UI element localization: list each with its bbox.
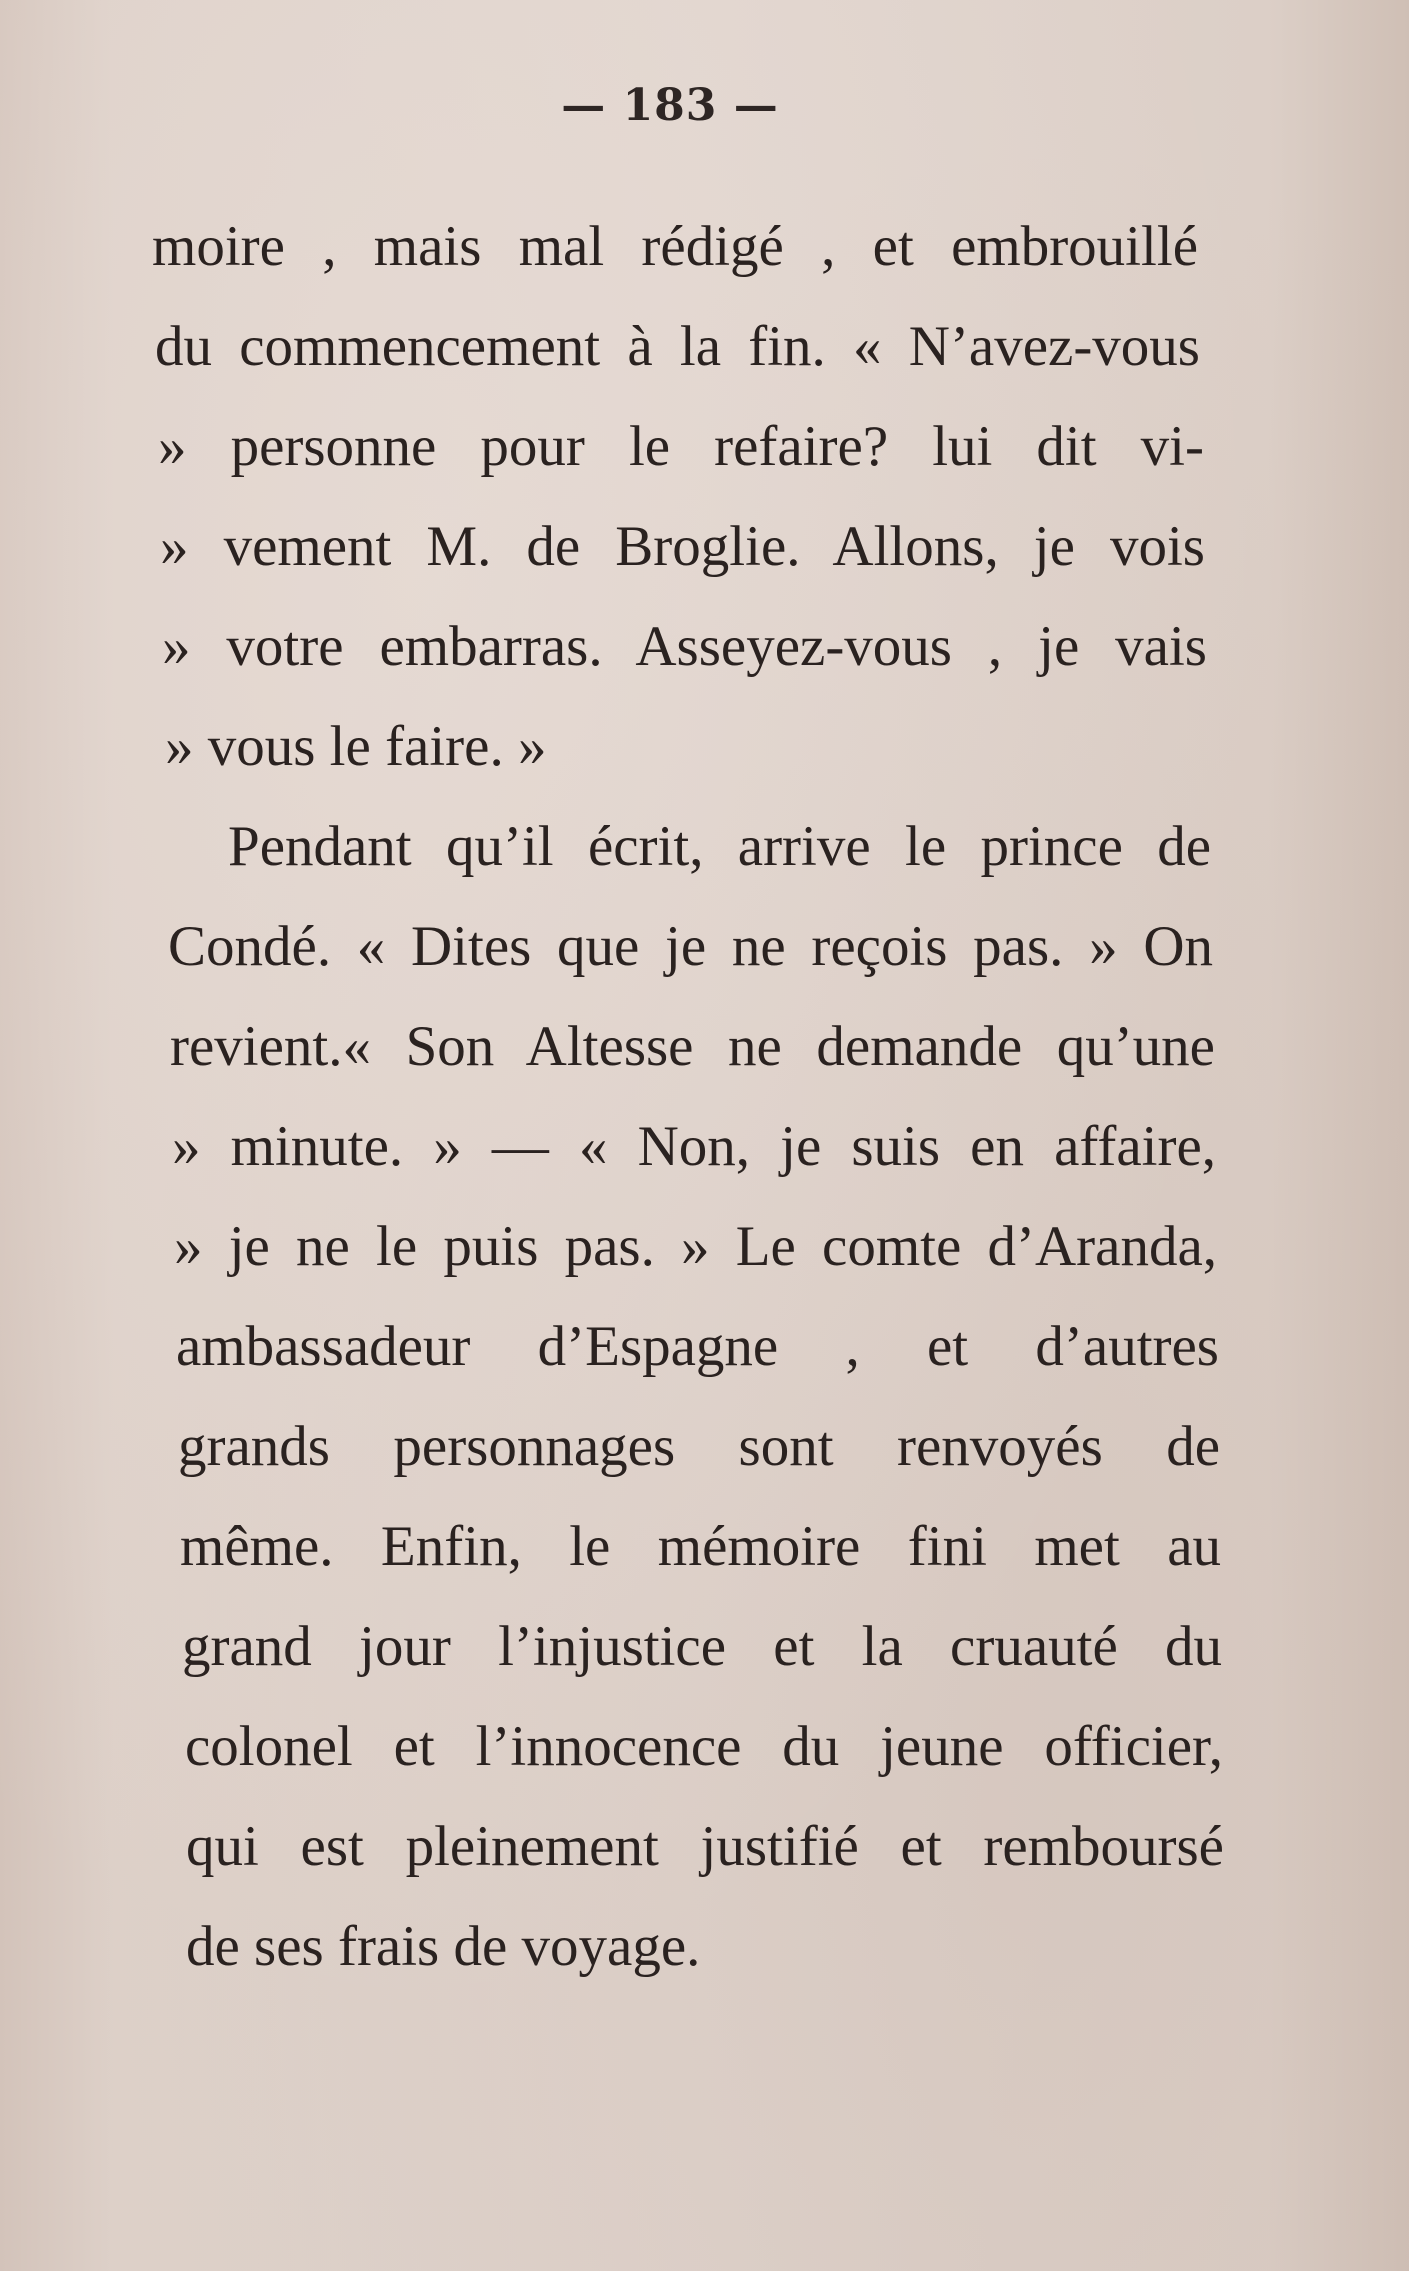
text-line: » vous le faire. »: [165, 715, 547, 778]
text-line: » personne pour le refaire? lui dit vi-: [158, 415, 1204, 478]
text-line: ambassadeur d’Espagne , et d’autres: [176, 1315, 1219, 1378]
text-line: qui est pleinement justifié et remboursé: [186, 1815, 1224, 1878]
text-line: grand jour l’injustice et la cruauté du: [182, 1615, 1222, 1678]
text-line: » votre embarras. Asseyez-vous , je vais: [162, 615, 1207, 678]
text-line: Condé. « Dites que je ne reçois pas. » On: [168, 915, 1213, 978]
text-line: moire , mais mal rédigé , et embrouillé: [152, 215, 1198, 278]
text-line: » minute. » — « Non, je suis en affaire,: [172, 1115, 1216, 1178]
paragraph-start-line: Pendant qu’il écrit, arrive le prince de: [228, 815, 1211, 878]
text-line: colonel et l’innocence du jeune officier,: [185, 1715, 1223, 1778]
text-line: » je ne le puis pas. » Le comte d’Aranda,: [174, 1215, 1217, 1278]
text-line: revient.« Son Altesse ne demande qu’une: [170, 1015, 1215, 1078]
text-line: grands personnages sont renvoyés de: [178, 1415, 1220, 1478]
text-line: de ses frais de voyage.: [186, 1915, 701, 1978]
page-number: — 183 —: [561, 80, 779, 131]
text-line: même. Enfin, le mémoire fini met au: [180, 1515, 1221, 1578]
text-line: du commencement à la fin. « N’avez-vous: [155, 315, 1200, 378]
text-line: » vement M. de Broglie. Allons, je vois: [160, 515, 1205, 578]
